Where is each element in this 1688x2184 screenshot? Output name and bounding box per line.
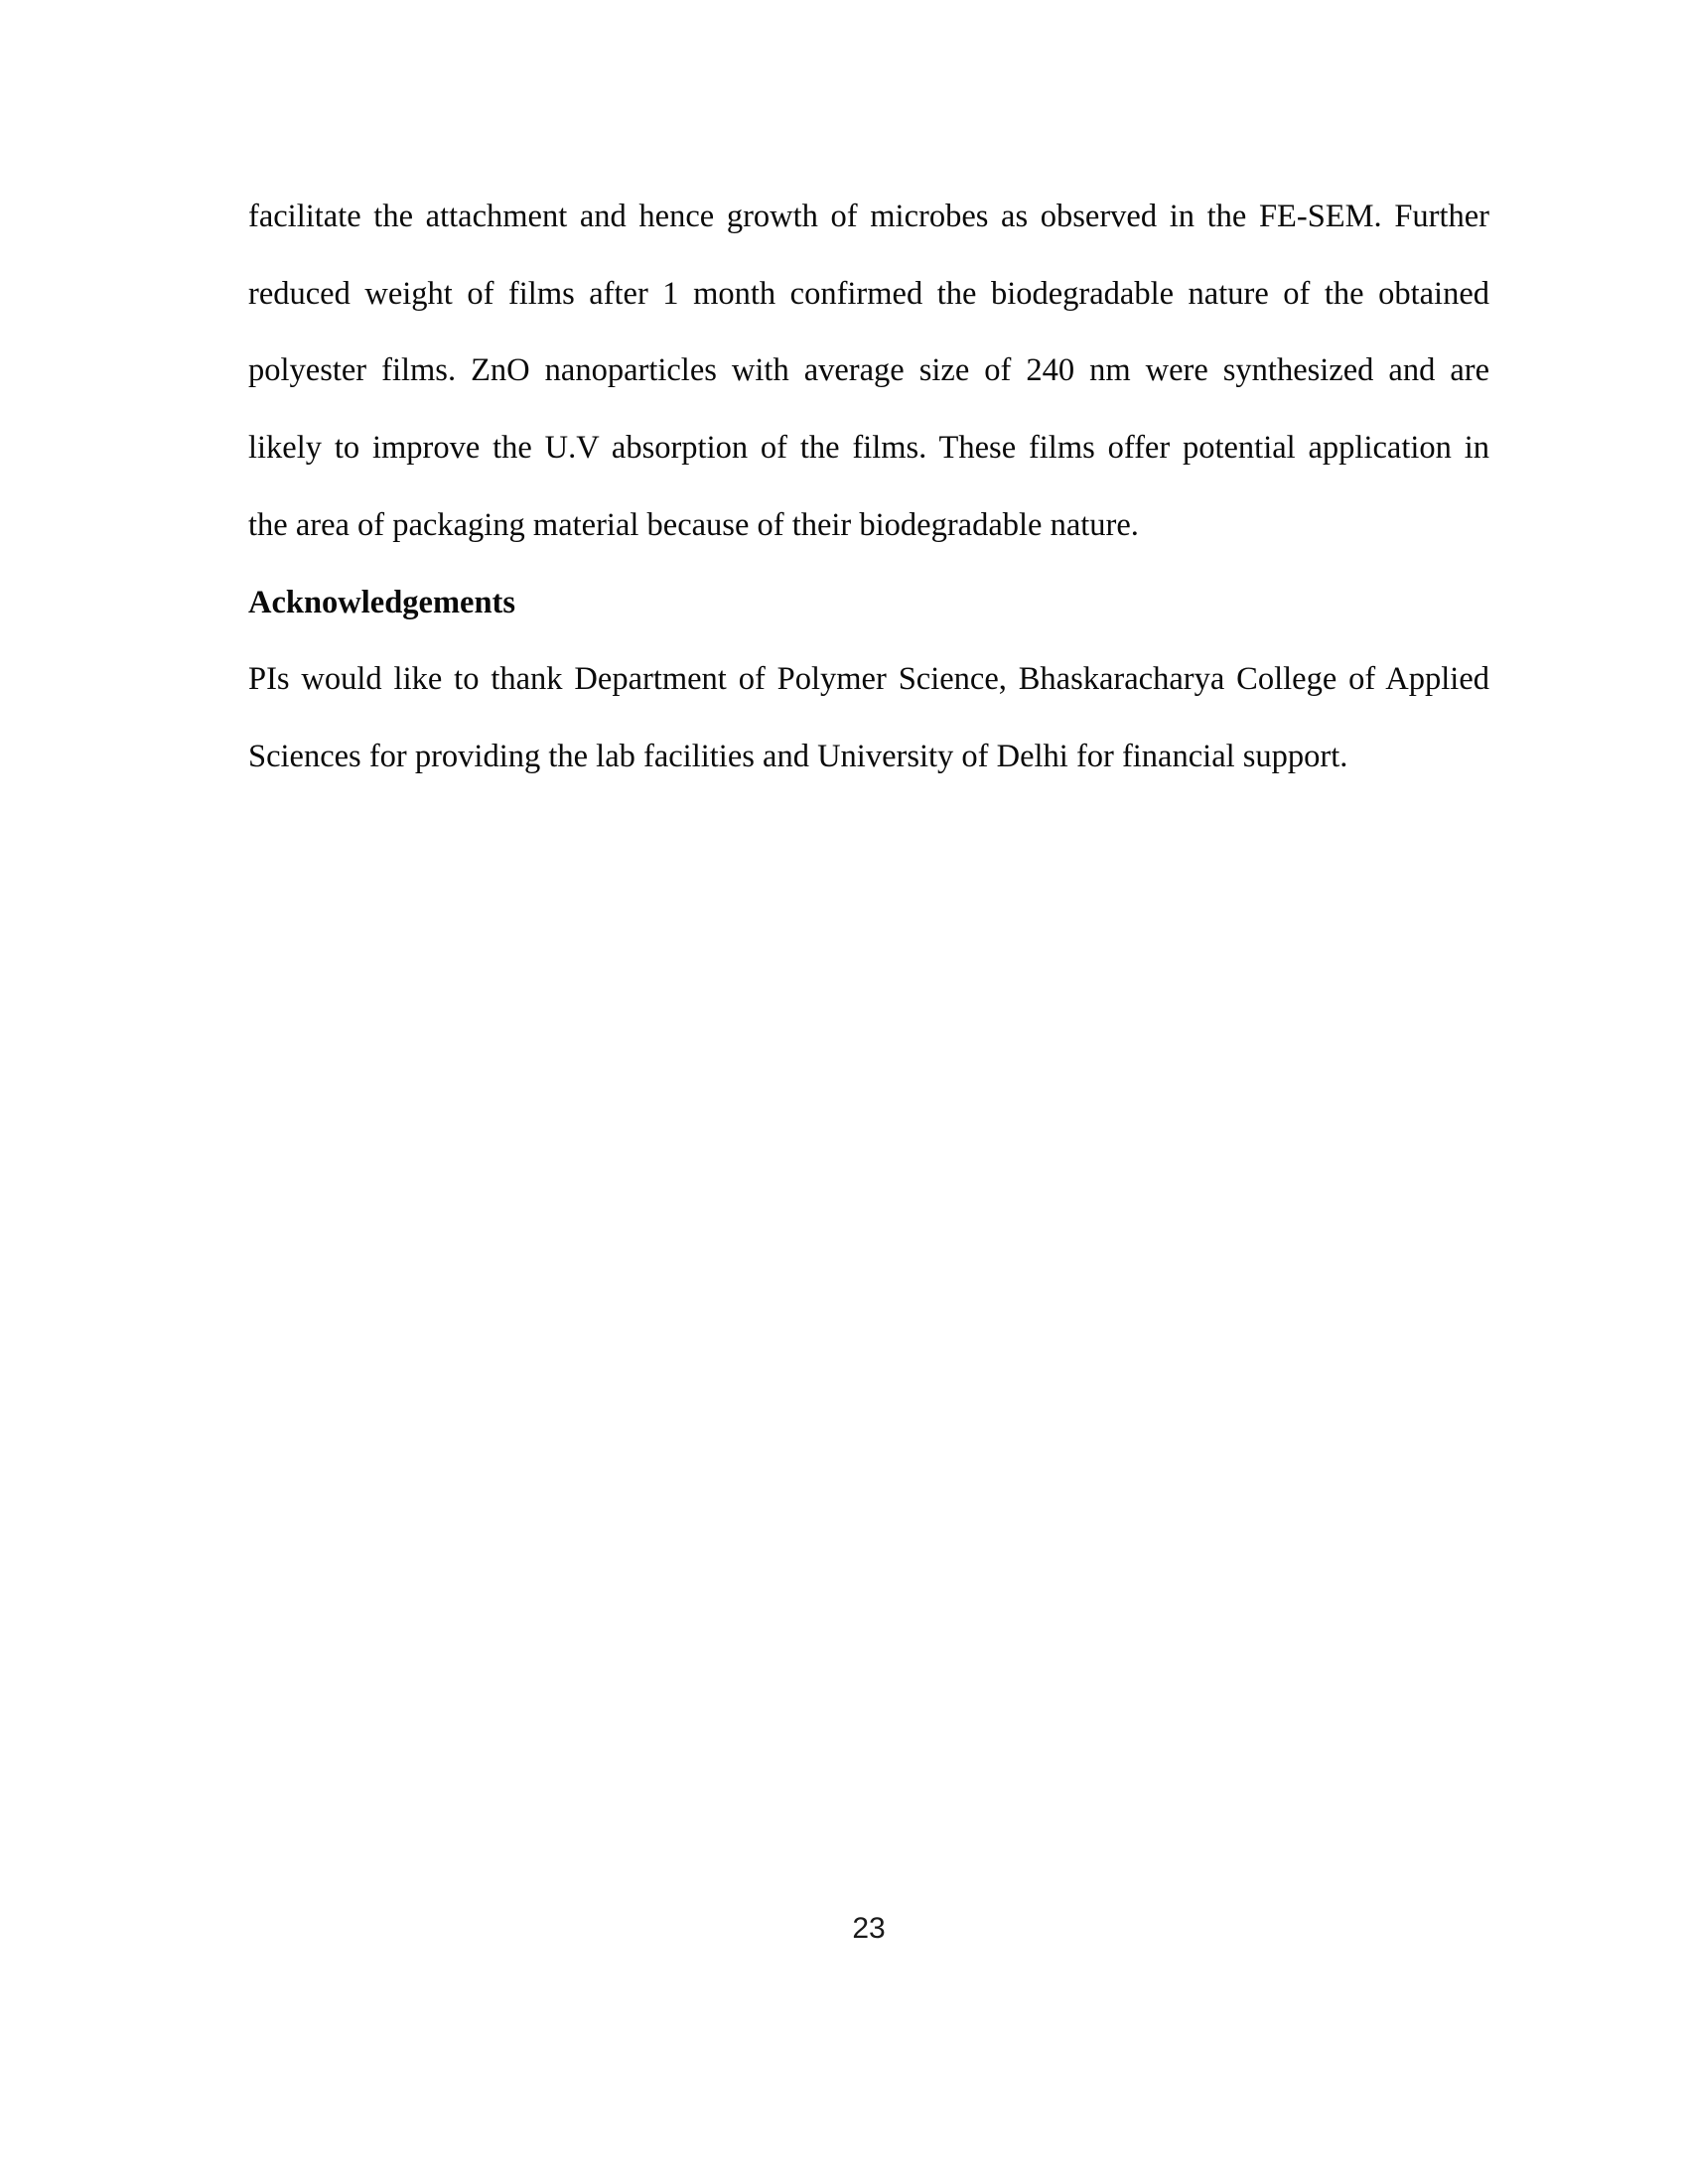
acknowledgements-heading: Acknowledgements bbox=[248, 584, 516, 620]
page-number: 23 bbox=[852, 1912, 886, 1945]
acknowledgements-line-1: PIs would like to thank Department of Polymer Science, Bhaskaracharya College of Applied bbox=[248, 661, 1489, 698]
conclusion-line-4: likely to improve the U.V absorption of the films. These films offer potential application in bbox=[248, 430, 1489, 467]
conclusion-line-3: polyester films. ZnO nanoparticles with average size of 240 nm were synthesized and are bbox=[248, 352, 1489, 389]
main-text-block bbox=[248, 179, 1489, 796]
conclusion-line-5: the area of packaging material because of their biodegradable nature. bbox=[248, 506, 1139, 543]
conclusion-line-2: reduced weight of films after 1 month confirmed the biodegradable nature of the obtained bbox=[248, 275, 1489, 312]
acknowledgements-line-2: Sciences for providing the lab facilities and University of Delhi for financial support. bbox=[248, 738, 1348, 774]
conclusion-line-1: facilitate the attachment and hence growth of microbes as observed in the FE-SEM. Further bbox=[248, 199, 1489, 234]
